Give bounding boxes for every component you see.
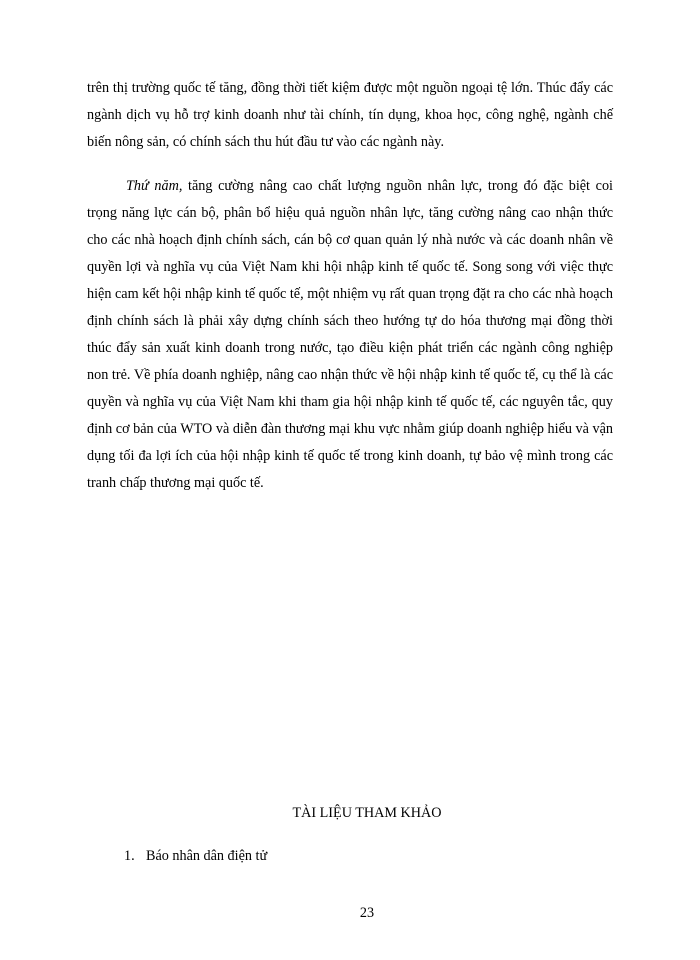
paragraph-continuation: trên thị trường quốc tế tăng, đồng thời tiết kiệm được một nguồn ngoại tệ lớn. Thúc đẩy các ngành dịch vụ hỗ trợ kinh doanh như tài chính, tín dụng, khoa học, công nghệ, ngành chế biến nông sản, có chính sách thu hút đầu tư vào các ngành này. (87, 80, 613, 150)
page-number: 23 (359, 905, 375, 921)
reference-text: Báo nhân dân điện tử (146, 848, 268, 864)
paragraph-body: tăng cường nâng cao chất lượng nguồn nhân lực, trong đó đặc biệt coi trọng năng lực cán bộ, phân bổ hiệu quả nguồn nhân lực, tăng cường nâng cao nhận thức cho các nhà hoạch định chính sách, cán bộ cơ quan quản lý nhà nước và các doanh nhân về quyền lợi và nghĩa vụ của Việt Nam khi hội nhập kinh tế quốc tế. Song song với việc thực hiện cam kết hội nhập kinh tế quốc tế, một nhiệm vụ rất quan trọng đặt ra cho các nhà hoạch định chính sách là phải xây dựng chính sách theo hướng tự do hóa thương mại đồng thời thúc đẩy sản xuất kinh doanh trong nước, tạo điều kiện phát triển các ngành công nghiệp non trẻ. Về phía doanh nghiệp, nâng cao nhận thức về hội nhập kinh tế quốc tế, cụ thể là các quyền và nghĩa vụ của Việt Nam khi tham gia hội nhập kinh tế quốc tế, các nguyên tắc, quy định cơ bản của WTO và diễn đàn thương mại khu vực nhằm giúp doanh nghiệp hiểu và vận dụng tối đa lợi ích của hội nhập kinh tế quốc tế trong kinh doanh, tự bảo vệ mình trong các tranh chấp thương mại quốc tế. (87, 178, 613, 491)
paragraph-thu-nam (87, 173, 613, 497)
paragraph-lead-italic: Thứ năm, (126, 178, 183, 194)
reference-number: 1. (124, 848, 135, 864)
references-heading: TÀI LIỆU THAM KHẢO (292, 805, 442, 821)
references-list (124, 848, 267, 865)
reference-item (124, 848, 267, 865)
